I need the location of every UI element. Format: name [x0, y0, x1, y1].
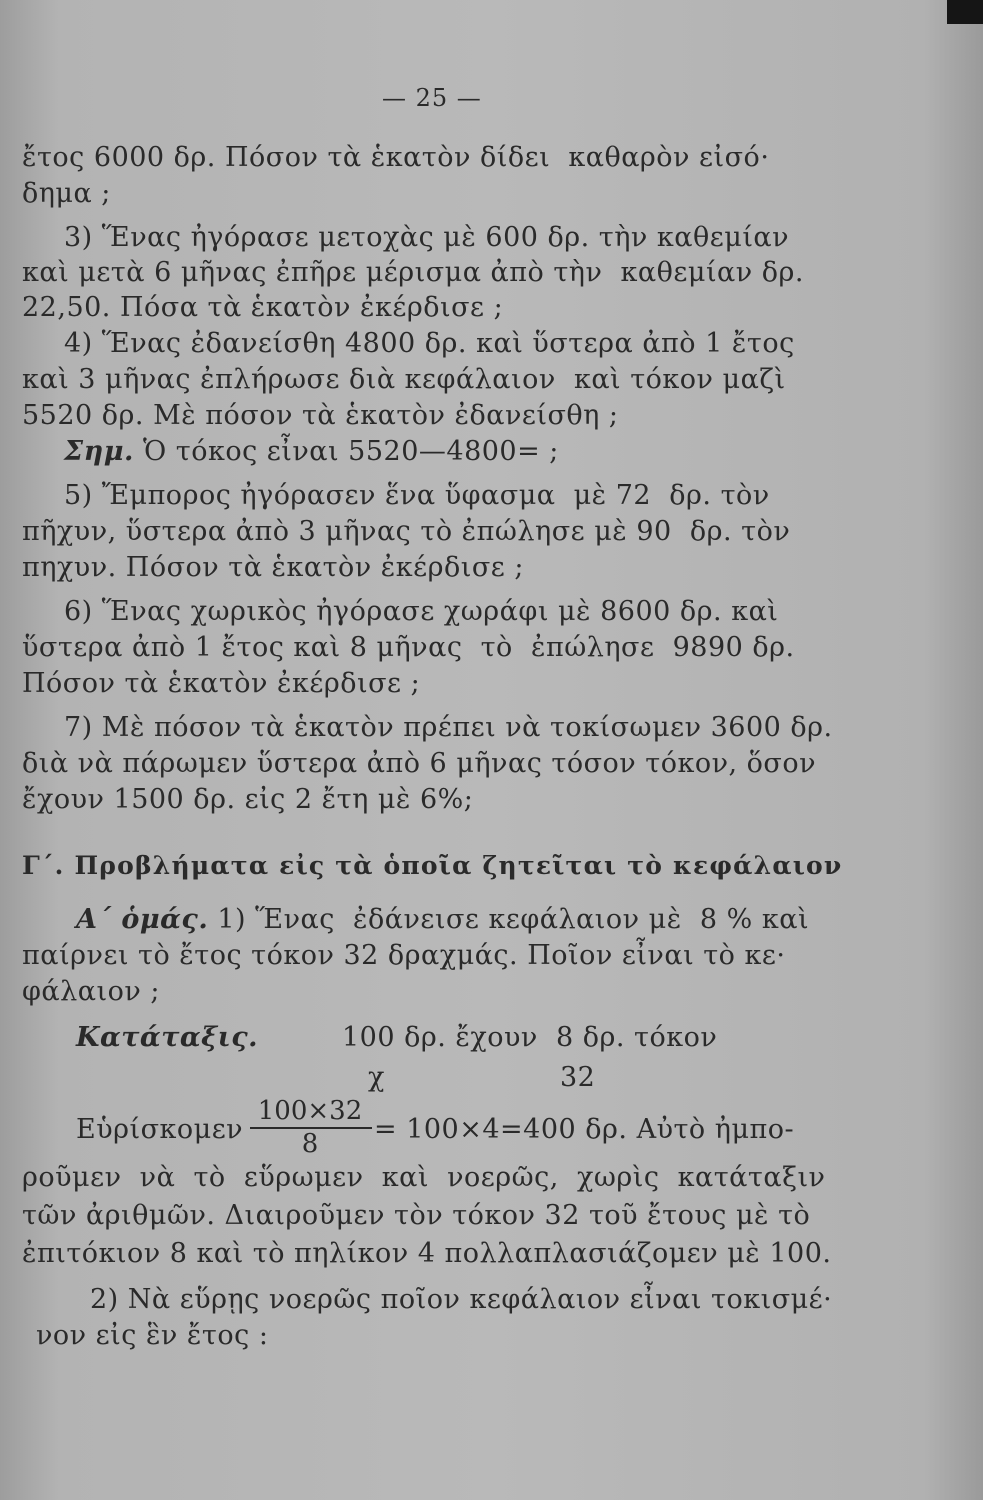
problem-4-line-2: καὶ 3 μῆνας ἐπλήρωσε διὰ κεφάλαιον καὶ τόκον μαζὶ: [22, 364, 786, 395]
group-a-text: 1) Ἕνας ἐδάνεισε κεφάλαιον μὲ 8 % καὶ: [208, 904, 810, 935]
solution-line-3: τῶν ἀριθμῶν. Διαιροῦμεν τὸν τόκον 32 τοῦ ἔτους μὲ τὸ: [22, 1200, 811, 1231]
solution-line-4: ἐπιτόκιον 8 καὶ τὸ πηλίκον 4 πολλαπλασιάζομεν μὲ 100.: [22, 1238, 832, 1269]
problem-3-line-3: 22,50. Πόσα τὰ ἑκατὸν ἐκέρδισε ;: [22, 292, 504, 323]
problem-6-line-3: Πόσον τὰ ἑκατὸν ἐκέρδισε ;: [22, 668, 421, 699]
group-label: Α΄ ὁμάς.: [76, 904, 209, 935]
text-line-1: ἔτος 6000 δρ. Πόσον τὰ ἑκατὸν δίδει καθαρὸν εἰσό·: [22, 142, 770, 173]
arrangement-label: Κατάταξις.: [76, 1022, 259, 1053]
problem-7-line-1: 7) Μὲ πόσον τὰ ἑκατὸν πρέπει νὰ τοκίσωμεν 3600 δρ.: [64, 712, 833, 743]
group-a-line-2: παίρνει τὸ ἔτος τόκον 32 δραχμάς. Ποῖον εἶναι τὸ κε·: [22, 940, 786, 971]
problem-6-line-1: 6) Ἕνας χωρικὸς ἠγόρασε χωράφι μὲ 8600 δρ. καὶ: [64, 596, 779, 627]
fraction-numerator: 100×32: [257, 1096, 363, 1126]
solution-line-2: ροῦμεν νὰ τὸ εὕρωμεν καὶ νοερῶς, χωρὶς κατάταξιν: [22, 1162, 826, 1193]
group-a-line-1: [76, 904, 809, 936]
problem-5-line-2: πῆχυν, ὕστερα ἀπὸ 3 μῆνας τὸ ἐπώλησε μὲ 90 δρ. τὸν: [22, 516, 791, 547]
text-line-2: δημα ;: [22, 178, 111, 209]
problem-2-line-1: 2) Νὰ εὕρῃς νοερῶς ποῖον κεφάλαιον εἶναι τοκισμέ·: [90, 1284, 833, 1315]
problem-5-line-3: πηχυν. Πόσον τὰ ἑκατὸν ἐκέρδισε ;: [22, 552, 524, 583]
group-a-line-3: φάλαιον ;: [22, 976, 160, 1007]
arrangement-unknown: χ: [368, 1062, 385, 1093]
section-heading: Γ΄. Προβλήματα εἰς τὰ ὁποῖα ζητεῖται τὸ κεφάλαιον: [22, 851, 843, 880]
arrangement-value: 32: [560, 1062, 596, 1093]
scan-corner-mark: [947, 0, 983, 24]
problem-3-line-2: καὶ μετὰ 6 μῆνας ἐπῆρε μέρισμα ἀπὸ τὴν καθεμίαν δρ.: [22, 257, 804, 288]
arrangement-row-1: 100 δρ. ἔχουν 8 δρ. τόκον: [342, 1022, 718, 1053]
problem-6-line-2: ὕστερα ἀπὸ 1 ἔτος καὶ 8 μῆνας τὸ ἐπώλησε 9890 δρ.: [22, 632, 795, 663]
problem-7-line-3: ἔχουν 1500 δρ. εἰς 2 ἔτη μὲ 6%;: [22, 784, 474, 815]
problem-3-line-1: 3) Ἕνας ἠγόρασε μετοχὰς μὲ 600 δρ. τὴν καθεμίαν: [64, 222, 790, 253]
note-line: [64, 436, 559, 468]
page-number: — 25 —: [382, 84, 482, 112]
note-text: Ὁ τόκος εἶναι 5520—4800= ;: [133, 436, 559, 467]
solution-result: = 100×4=400 δρ. Αὐτὸ ἠμπο-: [374, 1114, 795, 1145]
solution-prefix: Εὑρίσκομεν: [76, 1114, 244, 1145]
problem-5-line-1: 5) Ἔμπορος ἠγόρασεν ἕνα ὕφασμα μὲ 72 δρ. τὸν: [64, 480, 770, 511]
problem-4-line-3: 5520 δρ. Μὲ πόσον τὰ ἑκατὸν ἐδανείσθη ;: [22, 400, 619, 431]
problem-4-line-1: 4) Ἕνας ἐδανείσθη 4800 δρ. καὶ ὕστερα ἀπὸ 1 ἔτος: [64, 328, 795, 359]
note-label: Σημ.: [64, 436, 134, 467]
problem-7-line-2: διὰ νὰ πάρωμεν ὕστερα ἀπὸ 6 μῆνας τόσον τόκον, ὅσον: [22, 748, 817, 779]
problem-2-line-2: νον εἰς ἓν ἔτος :: [36, 1320, 269, 1351]
fraction-denominator: 8: [301, 1129, 319, 1159]
